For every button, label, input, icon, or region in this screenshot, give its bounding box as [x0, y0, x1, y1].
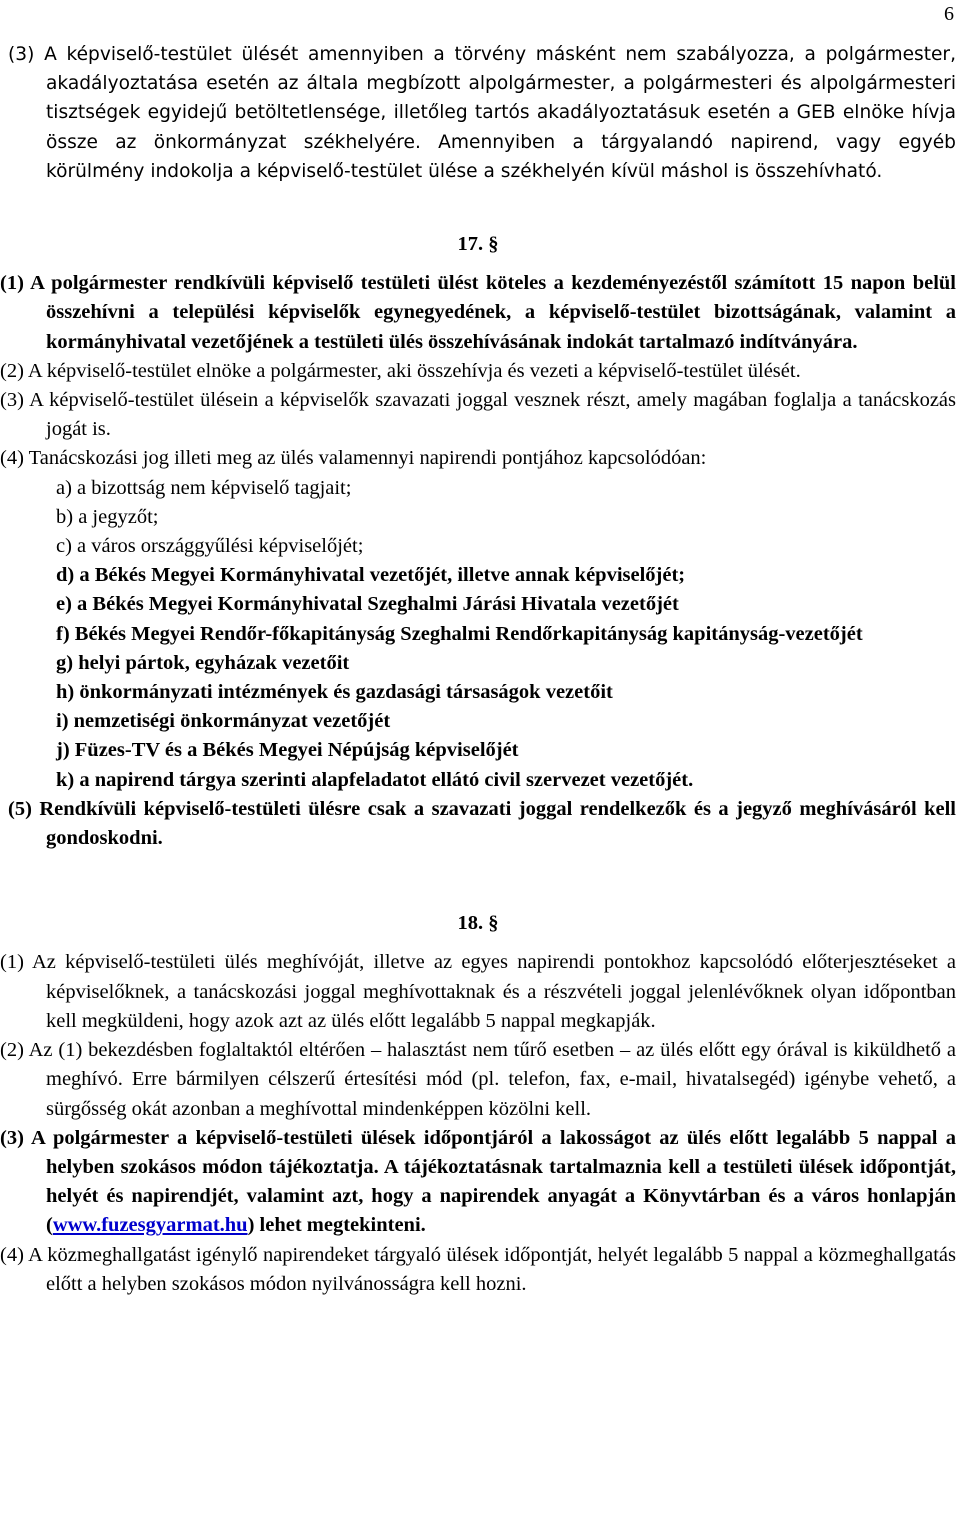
- section-17-paragraph-3: (3) A képviselő-testület ülésein a képviselők szavazati joggal vesznek részt, amely magában foglalja a tanácskozás jogát is.: [0, 389, 956, 441]
- list-item: d) a Békés Megyei Kormányhivatal vezetőjét, illetve annak képviselőjét;: [56, 564, 686, 587]
- list-item: h) önkormányzati intézmények és gazdasági társaságok vezetőit: [56, 681, 613, 704]
- list-item: c) a város országgyűlési képviselőjét;: [56, 535, 364, 558]
- list-item: k) a napirend tárgya szerinti alapfeladatot ellátó civil szervezet vezetőjét.: [56, 768, 694, 791]
- section-17-paragraph-4: (4) Tanácskozási jog illeti meg az ülés valamennyi napirendi pontjához kapcsolódóan:: [0, 447, 707, 470]
- section-17-title: 17. §: [457, 233, 499, 256]
- list-item: f) Békés Megyei Rendőr-főkapitányság Szeghalmi Rendőrkapitányság kapitányság-vezetőjét: [56, 622, 863, 645]
- list-item: b) a jegyzőt;: [56, 505, 159, 528]
- paragraph-3-intro: [0, 40, 956, 186]
- section-18-paragraph-1: (1) Az képviselő-testületi ülés meghívóját, illetve az egyes napirendi pontokhoz kapcsolódó előterjesztéseket a képviselőknek, a tanácskozási joggal meghívottaknak és a részvételi joggal jelenlévőknek olyan időpontban kell megküldeni, hogy azok azt az ülés előtt legalább 5 nappal megkapják.: [0, 951, 956, 1032]
- section-18-paragraph-2: (2) Az (1) bekezdésben foglaltaktól eltérően – halasztást nem tűrő esetben – az ülés előtt egy órával is kiküldhető a meghívó. Erre bármilyen célszerű értesítési mód (pl. telefon, fax, e-mail, hivatalsegéd) igénybe vehető, a sürgősség okát azonban a meghívottal mindenképpen közölni kell.: [0, 1039, 956, 1120]
- document-body: [0, 40, 956, 1299]
- paragraph-label: (3): [8, 44, 35, 65]
- list-item: g) helyi pártok, egyházak vezetőit: [56, 651, 350, 674]
- paragraph-text: (3) A polgármester a képviselő-testületi ülések időpontjáról a lakosságot az ülés előtt legalább 5 nappal a helyben szokásos módon tájékoztatja. A tájékoztatásnak tartalmaznia kell a testületi ülések időpontját, helyét és napirendjét, valamint azt, hogy a napirendek anyagát a Könyvtárban és a város honlapján (: [0, 1126, 956, 1237]
- list-item: j) Füzes-TV és a Békés Megyei Népújság képviselőjét: [56, 739, 519, 762]
- website-link[interactable]: www.fuzesgyarmat.hu: [52, 1214, 248, 1237]
- list-item: a) a bizottság nem képviselő tagjait;: [56, 476, 352, 499]
- list-item: i) nemzetiségi önkormányzat vezetőjét: [56, 710, 391, 733]
- section-18-paragraph-3: [0, 1124, 956, 1241]
- section-17-paragraph-5: (5) Rendkívüli képviselő-testületi ülésre csak a szavazati joggal rendelkezők és a jegyző meghívásáról kell gondoskodni.: [8, 797, 956, 850]
- list-item: e) a Békés Megyei Kormányhivatal Szeghalmi Járási Hivatala vezetőjét: [56, 593, 679, 616]
- section-17-paragraph-2: (2) A képviselő-testület elnöke a polgármester, aki összehívja és vezeti a képviselő-testület ülését.: [0, 359, 801, 382]
- paragraph-text: ) lehet megtekinteni.: [247, 1214, 426, 1237]
- section-18-title: 18. §: [457, 912, 499, 935]
- page-number: 6: [944, 3, 954, 25]
- attendee-list: [0, 474, 956, 795]
- paragraph-text: A képviselő-testület ülését amennyiben a törvény másként nem szabályozza, a polgármester, akadályoztatása esetén az általa megbízott alpolgármester, a polgármesteri és alpolgármesteri tisztségek egyidejű betöltetlensége, illetőleg tartós akadályoztatásuk esetén a GEB elnöke hívja össze az önkormányzat székhelyére. Amennyiben a tárgyalandó napirend, vagy egyéb körülmény indokolja a képviselő-testület ülése a székhelyén kívül máshol is összehívható.: [44, 44, 956, 182]
- section-18-paragraph-4: (4) A közmeghallgatást igénylő napirendeket tárgyaló ülések időpontját, helyét legalább 5 nappal a közmeghallgatás előtt a helyben szokásos módon nyilvánosságra kell hozni.: [0, 1243, 956, 1295]
- section-17-paragraph-1: (1) A polgármester rendkívüli képviselő testületi ülést köteles a kezdeményezéstől számított 15 napon belül összehívni a települési képviselők egynegyedének, a képviselő-testület bizottságának, valamint a kormányhivatal vezetőjének a testületi ülés összehívásának indokát tartalmazó indítványára.: [0, 272, 956, 353]
